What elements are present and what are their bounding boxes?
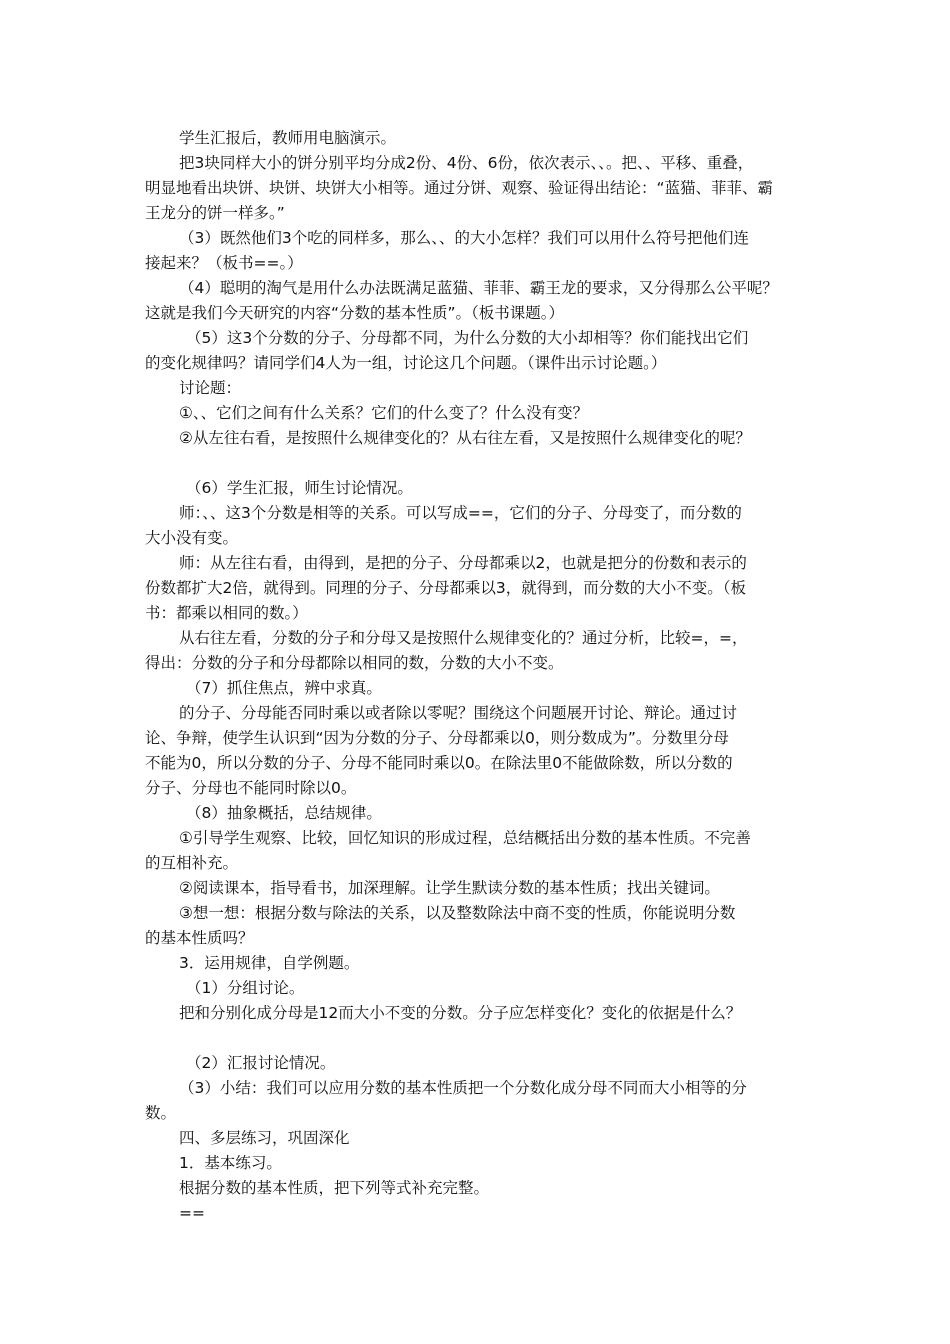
text-line: 王龙分的饼一样多。” (145, 204, 285, 222)
text-line: 份数都扩大2倍，就得到。同理的分子、分母都乘以3，就得到，而分数的大小不变。（板 (145, 579, 746, 597)
text-line: 书：都乘以相同的数。） (145, 604, 308, 622)
text-line: == (179, 1204, 205, 1222)
text-line: 的变化规律吗？请同学们4人为一组，讨论这几个问题。（课件出示讨论题。） (145, 354, 667, 372)
text-line: 数。 (145, 1104, 177, 1122)
text-line: 论、争辩，使学生认识到“因为分数的分子、分母都乘以0，则分数成为”。分数里分母 (145, 729, 729, 747)
text-line: 讨论题： (179, 379, 242, 397)
text-line: ②阅读课本，指导看书，加深理解。让学生默读分数的基本性质；找出关键词。 (179, 879, 720, 897)
text-line: 把和分别化成分母是12而大小不变的分数。分子应怎样变化？变化的依据是什么？ (179, 1004, 742, 1022)
text-line: ①、、它们之间有什么关系？它们的什么变了？什么没有变？ (179, 404, 589, 422)
text-line: 四、多层练习，巩固深化 (179, 1129, 350, 1147)
text-line: （2）汇报讨论情况。 (186, 1054, 336, 1072)
text-line: 的分子、分母能否同时乘以或者除以零呢？围绕这个问题展开讨论、辩论。通过讨 (179, 704, 738, 722)
text-line: 不能为0，所以分数的分子、分母不能同时乘以0。在除法里0不能做除数，所以分数的 (145, 754, 733, 772)
text-line: 1．基本练习。 (179, 1154, 282, 1172)
text-line: 师：从左往右看，由得到，是把的分子、分母都乘以2，也就是把分的份数和表示的 (179, 554, 747, 572)
text-line: 接起来？（板书==。） (145, 254, 303, 272)
text-line: 分子、分母也不能同时除以0。 (145, 779, 357, 797)
text-line: ①引导学生观察、比较，回忆知识的形成过程，总结概括出分数的基本性质。不完善 (179, 829, 751, 847)
text-line: 明显地看出块饼、块饼、块饼大小相等。通过分饼、观察、验证得出结论：“蓝猫、菲菲、霸 (145, 179, 774, 197)
text-line: （5）这3个分数的分子、分母都不同，为什么分数的大小却相等？你们能找出它们 (186, 329, 749, 347)
text-line: （6）学生汇报，师生讨论情况。 (186, 479, 413, 497)
text-line: 大小没有变。 (145, 529, 239, 547)
text-line: （3）既然他们3个吃的同样多，那么、、的大小怎样？我们可以用什么符号把他们连 (179, 229, 749, 247)
text-line: ③想一想：根据分数与除法的关系，以及整数除法中商不变的性质，你能说明分数 (179, 904, 736, 922)
text-line: 师：、、这3个分数是相等的关系。可以写成==，它们的分子、分母变了，而分数的 (179, 504, 742, 522)
text-line: 3．运用规律，自学例题。 (179, 954, 360, 972)
text-line: （3）小结：我们可以应用分数的基本性质把一个分数化成分母不同而大小相等的分 (179, 1079, 747, 1097)
text-line: ②从左往右看，是按照什么规律变化的？从右往左看，又是按照什么规律变化的呢？ (179, 429, 751, 447)
text-line: 从右往左看，分数的分子和分母又是按照什么规律变化的？通过分析，比较=，=， (179, 629, 748, 647)
text-line: 学生汇报后，教师用电脑演示。 (179, 129, 397, 147)
text-line: 根据分数的基本性质，把下列等式补充完整。 (179, 1179, 490, 1197)
text-line: 把3块同样大小的饼分别平均分成2份、4份、6份，依次表示、、。把、、平移、重叠， (179, 154, 754, 172)
text-line: （7）抓住焦点，辨中求真。 (186, 679, 382, 697)
text-line: 的互相补充。 (145, 854, 239, 872)
text-line: （4）聪明的淘气是用什么办法既满足蓝猫、菲菲、霸王龙的要求，又分得那么公平呢？ (179, 279, 778, 297)
text-line: （8）抽象概括，总结规律。 (186, 804, 382, 822)
text-line: 的基本性质吗？ (145, 929, 254, 947)
text-line: 得出：分数的分子和分母都除以相同的数，分数的大小不变。 (145, 654, 564, 672)
text-line: 这就是我们今天研究的内容“分数的基本性质”。（板书课题。） (145, 304, 565, 322)
text-line: （1）分组讨论。 (186, 979, 305, 997)
